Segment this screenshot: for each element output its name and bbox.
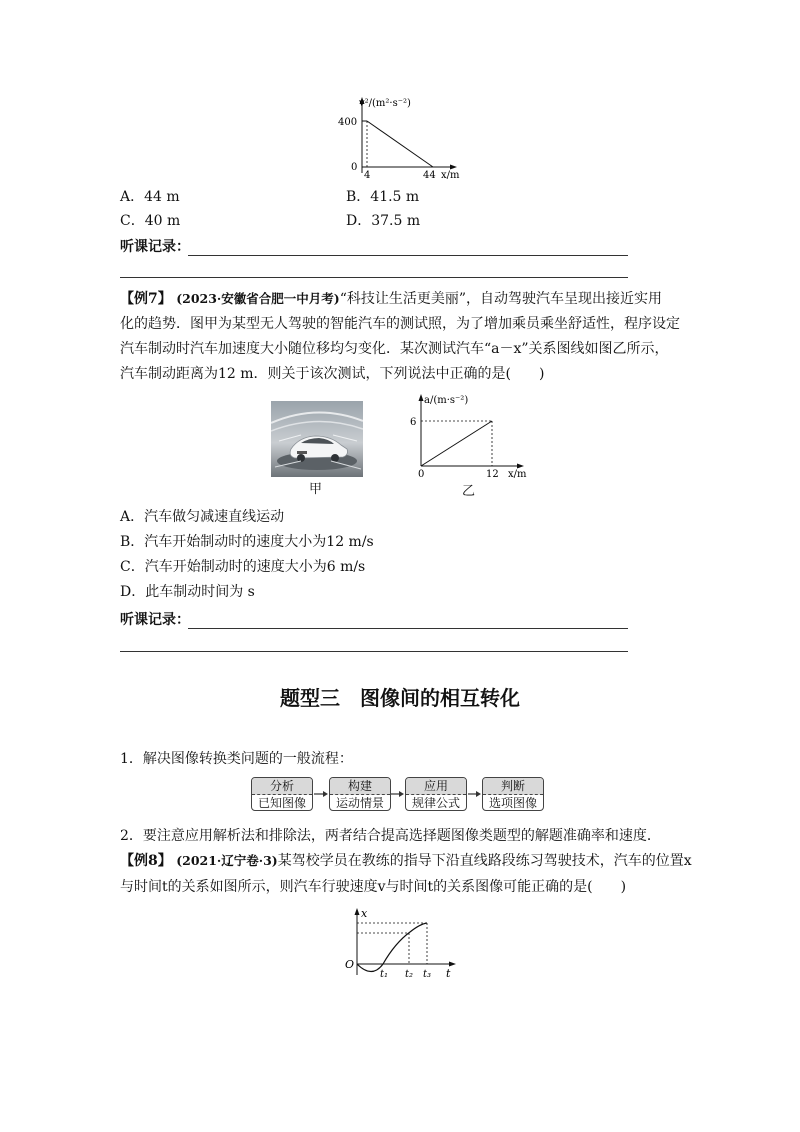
notes-line (188, 628, 628, 629)
example7-option-b: B．汽车开始制动时的速度大小为12 m/s (120, 534, 374, 550)
graph2-ylabel: a/(m·s⁻²) (424, 395, 469, 406)
notes-label-2: 听课记录： (120, 612, 190, 628)
caption-photo: 甲 (309, 482, 323, 497)
graph2-origin: 0 (418, 469, 425, 480)
graph3-t3: t₃ (423, 969, 432, 980)
example7-option-c: C．汽车开始制动时的速度大小为6 m/s (120, 559, 366, 575)
q6-option-b: B．41.5 m (346, 189, 420, 205)
graph3-origin: O (345, 958, 355, 971)
notes-line (188, 255, 628, 256)
example7-line1 (120, 289, 662, 309)
section-title: 题型三 图像间的相互转化 (280, 686, 520, 710)
q6-option-a: A．44 m (120, 189, 180, 205)
example8-line2: 与时间t的关系如图所示，则汽车行驶速度v与时间t的关系图像可能正确的是( ) (120, 879, 627, 895)
example8-source: (2021·辽宁卷·3) (176, 853, 278, 868)
q6-option-d: D．37.5 m (346, 213, 421, 229)
example7-line2: 化的趋势．图甲为某型无人驾驶的智能汽车的测试照，为了增加乘员乘坐舒适性，程序设定 (120, 316, 680, 332)
point-2: 2．要注意应用解析法和排除法，两者结合提高选择题图像类题型的解题准确率和速度． (120, 828, 661, 844)
graph2-xtick: 12 (486, 469, 499, 480)
car-photo (271, 401, 363, 477)
x-t-graph (340, 905, 465, 985)
arrow-right-icon (468, 791, 481, 797)
notes-line (120, 277, 628, 278)
arrow-right-icon (314, 791, 328, 797)
graph1-xlabel: x/m (441, 170, 460, 181)
example8-tag: 【例8】 (120, 853, 172, 869)
notes-line (120, 651, 628, 652)
flow-step-1 (251, 777, 313, 811)
q6-option-c: C．40 m (120, 213, 181, 229)
graph1-xtick1: 4 (364, 170, 371, 181)
flow-step-4 (482, 777, 544, 811)
example7-option-d: D．此车制动时间为 s (120, 584, 255, 600)
flow-arrows (313, 787, 483, 801)
flow-step-title: 判断 (483, 778, 543, 795)
graph3-t1: t₁ (380, 969, 389, 980)
example8-text: 某驾校学员在教练的指导下沿直线路段练习驾驶技术，汽车的位置x (277, 853, 692, 869)
example8-line1 (120, 851, 692, 871)
notes-label-1: 听课记录： (120, 239, 190, 255)
flow-step-detail: 已知图像 (257, 796, 306, 810)
graph1-ytick: 400 (338, 117, 358, 128)
caption-graph: 乙 (462, 484, 476, 499)
graph2-xlabel: x/m (508, 469, 527, 480)
graph1-origin: 0 (351, 162, 358, 173)
point-1: 1．解决图像转换类问题的一般流程： (120, 751, 353, 767)
graph1-xtick2: 44 (423, 170, 436, 181)
arrow-right-icon (391, 791, 404, 797)
flow-step-title: 分析 (252, 778, 312, 795)
flow-step-detail: 选项图像 (488, 796, 537, 810)
graph3-xlabel: t (446, 967, 451, 980)
example7-option-a: A．汽车做匀减速直线运动 (120, 509, 285, 525)
graph1-ylabel: v²/(m²·s⁻²) (359, 98, 411, 109)
flow-step-title: 应用 (406, 778, 466, 795)
graph2-ytick: 6 (410, 417, 417, 428)
v2-x-graph (325, 95, 465, 185)
example7-line4: 汽车制动距离为12 m．则关于该次测试，下列说法中正确的是( ) (120, 366, 545, 382)
example7-text: “科技让生活更美丽”，自动驾驶汽车呈现出接近实用 (339, 291, 663, 307)
example7-source: (2023·安徽省合肥一中月考) (176, 291, 340, 306)
flow-step-detail: 运动情景 (335, 796, 384, 810)
a-x-graph (408, 392, 538, 482)
flow-step-detail: 规律公式 (411, 796, 460, 810)
graph3-ylabel: x (361, 907, 368, 920)
flow-step-title: 构建 (330, 778, 390, 795)
graph3-t2: t₂ (405, 969, 414, 980)
example7-tag: 【例7】 (120, 291, 172, 307)
example7-line3: 汽车制动时汽车加速度大小随位移均匀变化．某次测试汽车“a－x”关系图线如图乙所示， (120, 341, 669, 357)
